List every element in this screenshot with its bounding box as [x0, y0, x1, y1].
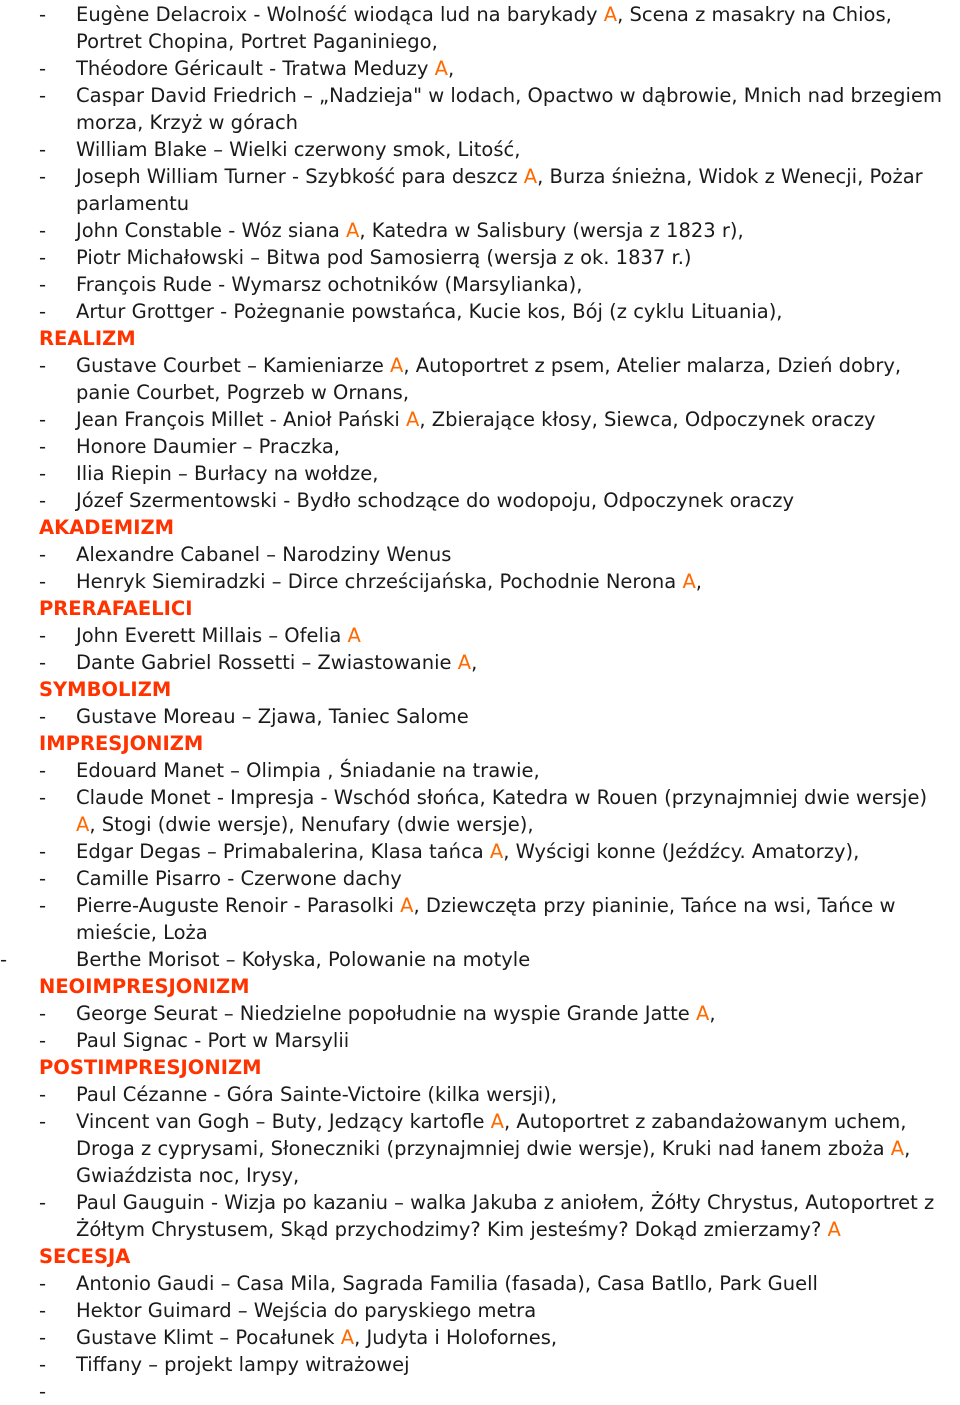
- a-marker: A: [76, 813, 90, 836]
- a-marker: A: [490, 1110, 504, 1133]
- a-marker: A: [489, 840, 504, 863]
- section-heading: SECESJA: [39, 1245, 131, 1268]
- list-bullet: -: [39, 1272, 47, 1295]
- list-item: [0, 703, 960, 730]
- entry-text: John Everett Millais – Ofelia: [76, 624, 348, 647]
- list-bullet: -: [39, 354, 47, 377]
- a-marker: A: [346, 219, 360, 242]
- list-item: [0, 757, 960, 784]
- entry-text: Caspar David Friedrich – „Nadzieja" w lodach, Opactwo w dąbrowie, Mnich nad brzegiem: [76, 84, 942, 107]
- list-bullet: -: [39, 1083, 47, 1106]
- list-bullet: -: [39, 1326, 47, 1349]
- list-item-continuation: [0, 1216, 960, 1243]
- a-marker: A: [340, 1326, 355, 1349]
- list-item: [0, 1, 960, 28]
- list-item: [0, 838, 960, 865]
- entry-text: , Autoportret z psem, Atelier malarza, Dzień dobry,: [403, 354, 902, 377]
- list-item: [0, 271, 960, 298]
- list-item: [0, 1351, 960, 1378]
- entry-text: panie Courbet, Pogrzeb w Ornans,: [76, 381, 410, 404]
- entry-text: Vincent van Gogh – Buty, Jedzący kartofle: [76, 1110, 491, 1133]
- list-bullet: -: [39, 3, 47, 26]
- list-item: [0, 244, 960, 271]
- a-marker: A: [400, 894, 414, 917]
- entry-text: Hektor Guimard – Wejścia do paryskiego metra: [76, 1299, 537, 1322]
- a-marker: A: [434, 57, 448, 80]
- list-item: [0, 1378, 960, 1405]
- list-bullet: -: [39, 624, 47, 647]
- a-marker: A: [682, 570, 696, 593]
- list-bullet: -: [39, 219, 47, 242]
- list-bullet: -: [39, 867, 47, 890]
- entry-text: , Stogi (dwie wersje), Nenufary (dwie wersje),: [89, 813, 534, 836]
- entry-text: Żółtym Chrystusem, Skąd przychodzimy? Kim jesteśmy? Dokąd zmierzamy?: [76, 1218, 828, 1241]
- entry-text: Henryk Siemiradzki – Dirce chrześcijańska, Pochodnie Nerona: [76, 570, 683, 593]
- entry-text: , Wyścigi konne (Jeźdźcy. Amatorzy),: [503, 840, 860, 863]
- list-bullet: -: [39, 1002, 47, 1025]
- entry-text: Pierre-Auguste Renoir - Parasolki: [76, 894, 401, 917]
- entry-text: Edouard Manet – Olimpia , Śniadanie na trawie,: [76, 759, 540, 782]
- list-bullet: -: [39, 435, 47, 458]
- entry-text: Artur Grottger - Pożegnanie powstańca, Kucie kos, Bój (z cyklu Lituania),: [76, 300, 783, 323]
- list-item-continuation: [0, 811, 960, 838]
- list-item: [0, 487, 960, 514]
- list-item: [0, 1081, 960, 1108]
- entry-text: George Seurat – Niedzielne popołudnie na wyspie Grande Jatte: [76, 1002, 696, 1025]
- entry-text: Portret Chopina, Portret Paganiniego,: [76, 30, 438, 53]
- section-heading: IMPRESJONIZM: [39, 732, 204, 755]
- list-item: [0, 568, 960, 595]
- entry-text: Joseph William Turner - Szybkość para deszcz: [76, 165, 524, 188]
- list-bullet: -: [39, 84, 47, 107]
- entry-text: Claude Monet - Impresja - Wschód słońca, Katedra w Rouen (przynajmniej dwie wersje): [76, 786, 928, 809]
- list-item-continuation: [0, 109, 960, 136]
- list-item: [0, 1027, 960, 1054]
- list-bullet: -: [39, 840, 47, 863]
- section-heading: PRERAFAELICI: [39, 597, 193, 620]
- entry-text: Paul Cézanne - Góra Sainte-Victoire (kilka wersji),: [76, 1083, 558, 1106]
- entry-text: Józef Szermentowski - Bydło schodzące do wodopoju, Odpoczynek oraczy: [76, 489, 795, 512]
- list-bullet: -: [39, 246, 47, 269]
- list-item: [0, 352, 960, 379]
- list-item: [0, 460, 960, 487]
- list-item: [0, 622, 960, 649]
- list-item: [0, 1000, 960, 1027]
- list-item-continuation: [0, 919, 960, 946]
- a-marker: A: [603, 3, 618, 26]
- entry-text: mieście, Loża: [76, 921, 208, 944]
- list-bullet: -: [39, 705, 47, 728]
- list-bullet: -: [39, 138, 47, 161]
- entry-text: ,: [471, 651, 478, 674]
- list-bullet: -: [39, 759, 47, 782]
- list-item: [0, 217, 960, 244]
- list-bullet: -: [39, 300, 47, 323]
- list-item: [0, 1108, 960, 1135]
- a-marker: A: [390, 354, 404, 377]
- list-bullet: -: [39, 57, 47, 80]
- a-marker: A: [406, 408, 420, 431]
- a-marker: A: [827, 1218, 841, 1241]
- entry-text: Alexandre Cabanel – Narodziny Wenus: [76, 543, 452, 566]
- entry-text: Gustave Courbet – Kamieniarze: [76, 354, 391, 377]
- entry-text: Antonio Gaudi – Casa Mila, Sagrada Familia (fasada), Casa Batllo, Park Guell: [76, 1272, 818, 1295]
- entry-text: Camille Pisarro - Czerwone dachy: [76, 867, 402, 890]
- list-bullet: -: [39, 786, 47, 809]
- list-bullet: -: [39, 1380, 47, 1403]
- list-item-continuation: [0, 28, 960, 55]
- entry-text: ,: [695, 570, 702, 593]
- a-marker: A: [457, 651, 472, 674]
- list-item: [0, 1297, 960, 1324]
- list-item-continuation: [0, 190, 960, 217]
- entry-text: , Scena z masakry na Chios,: [617, 3, 892, 26]
- entry-text: John Constable - Wóz siana: [76, 219, 347, 242]
- list-item-continuation: [0, 379, 960, 406]
- list-bullet: -: [39, 273, 47, 296]
- entry-text: Eugène Delacroix - Wolność wiodąca lud na barykady: [76, 3, 604, 26]
- entry-text: François Rude - Wymarsz ochotników (Marsylianka),: [76, 273, 583, 296]
- entry-text: Gustave Klimt – Pocałunek: [76, 1326, 341, 1349]
- entry-text: Ilia Riepin – Burłacy na wołdze,: [76, 462, 379, 485]
- list-item: [0, 82, 960, 109]
- entry-text: Jean François Millet - Anioł Pański: [76, 408, 407, 431]
- list-item: [0, 784, 960, 811]
- a-marker: A: [890, 1137, 905, 1160]
- list-item: [0, 163, 960, 190]
- section-heading: AKADEMIZM: [39, 516, 175, 539]
- list-bullet: -: [39, 462, 47, 485]
- section-heading: POSTIMPRESJONIZM: [39, 1056, 262, 1079]
- list-item: [0, 1324, 960, 1351]
- a-marker: A: [523, 165, 538, 188]
- entry-text: parlamentu: [76, 192, 190, 215]
- entry-text: William Blake – Wielki czerwony smok, Litość,: [76, 138, 521, 161]
- list-item: [0, 433, 960, 460]
- list-bullet: -: [39, 1110, 47, 1133]
- entry-text: Berthe Morisot – Kołyska, Polowanie na motyle: [76, 948, 531, 971]
- entry-text: ,: [448, 57, 455, 80]
- entry-text: , Autoportret z zabandażowanym uchem,: [504, 1110, 907, 1133]
- list-item: [0, 865, 960, 892]
- entry-text: Honore Daumier – Praczka,: [76, 435, 341, 458]
- list-bullet: -: [39, 570, 47, 593]
- entry-text: Droga z cyprysami, Słoneczniki (przynajmniej dwie wersje), Kruki nad łanem zboża: [76, 1137, 891, 1160]
- list-item: [0, 541, 960, 568]
- list-bullet: -: [39, 1029, 47, 1052]
- list-bullet: -: [39, 165, 47, 188]
- list-item: [0, 892, 960, 919]
- list-item: [0, 298, 960, 325]
- section-heading: REALIZM: [39, 327, 136, 350]
- entry-text: Théodore Géricault - Tratwa Meduzy: [76, 57, 435, 80]
- list-bullet: -: [39, 408, 47, 431]
- list-item: [0, 1189, 960, 1216]
- list-bullet: -: [39, 543, 47, 566]
- entry-text: Gwiaździsta noc, Irysy,: [76, 1164, 300, 1187]
- entry-text: ,: [904, 1137, 911, 1160]
- entry-text: Gustave Moreau – Zjawa, Taniec Salome: [76, 705, 469, 728]
- list-item-continuation: [0, 1135, 960, 1162]
- entry-text: , Dziewczęta przy pianinie, Tańce na wsi, Tańce w: [413, 894, 896, 917]
- entry-text: Paul Gauguin - Wizja po kazaniu – walka Jakuba z aniołem, Żółty Chrystus, Autoportret z: [76, 1191, 935, 1214]
- entry-text: Tiffany – projekt lampy witrażowej: [76, 1353, 410, 1376]
- list-bullet: -: [39, 1191, 47, 1214]
- entry-text: morza, Krzyż w górach: [76, 111, 299, 134]
- list-item: [0, 649, 960, 676]
- list-bullet: -: [39, 1353, 47, 1376]
- section-heading: NEOIMPRESJONIZM: [39, 975, 250, 998]
- section-heading: SYMBOLIZM: [39, 678, 172, 701]
- entry-text: ,: [709, 1002, 716, 1025]
- list-bullet: -: [0, 948, 8, 971]
- list-bullet: -: [39, 651, 47, 674]
- list-item: [0, 946, 960, 973]
- entry-text: Paul Signac - Port w Marsylii: [76, 1029, 350, 1052]
- entry-text: Dante Gabriel Rossetti – Zwiastowanie: [76, 651, 458, 674]
- a-marker: A: [696, 1002, 710, 1025]
- list-item-continuation: [0, 1162, 960, 1189]
- entry-text: Edgar Degas – Primabalerina, Klasa tańca: [76, 840, 490, 863]
- list-item: [0, 55, 960, 82]
- list-item: [0, 136, 960, 163]
- entry-text: , Zbierające kłosy, Siewca, Odpoczynek oraczy: [419, 408, 876, 431]
- list-bullet: -: [39, 1299, 47, 1322]
- entry-text: Piotr Michałowski – Bitwa pod Samosierrą (wersja z ok. 1837 r.): [76, 246, 692, 269]
- entry-text: , Katedra w Salisbury (wersja z 1823 r),: [359, 219, 744, 242]
- list-item: [0, 406, 960, 433]
- entry-text: , Burza śnieżna, Widok z Wenecji, Pożar: [537, 165, 923, 188]
- list-bullet: -: [39, 894, 47, 917]
- a-marker: A: [347, 624, 361, 647]
- list-bullet: -: [39, 489, 47, 512]
- entry-text: , Judyta i Holofornes,: [354, 1326, 558, 1349]
- list-item: [0, 1270, 960, 1297]
